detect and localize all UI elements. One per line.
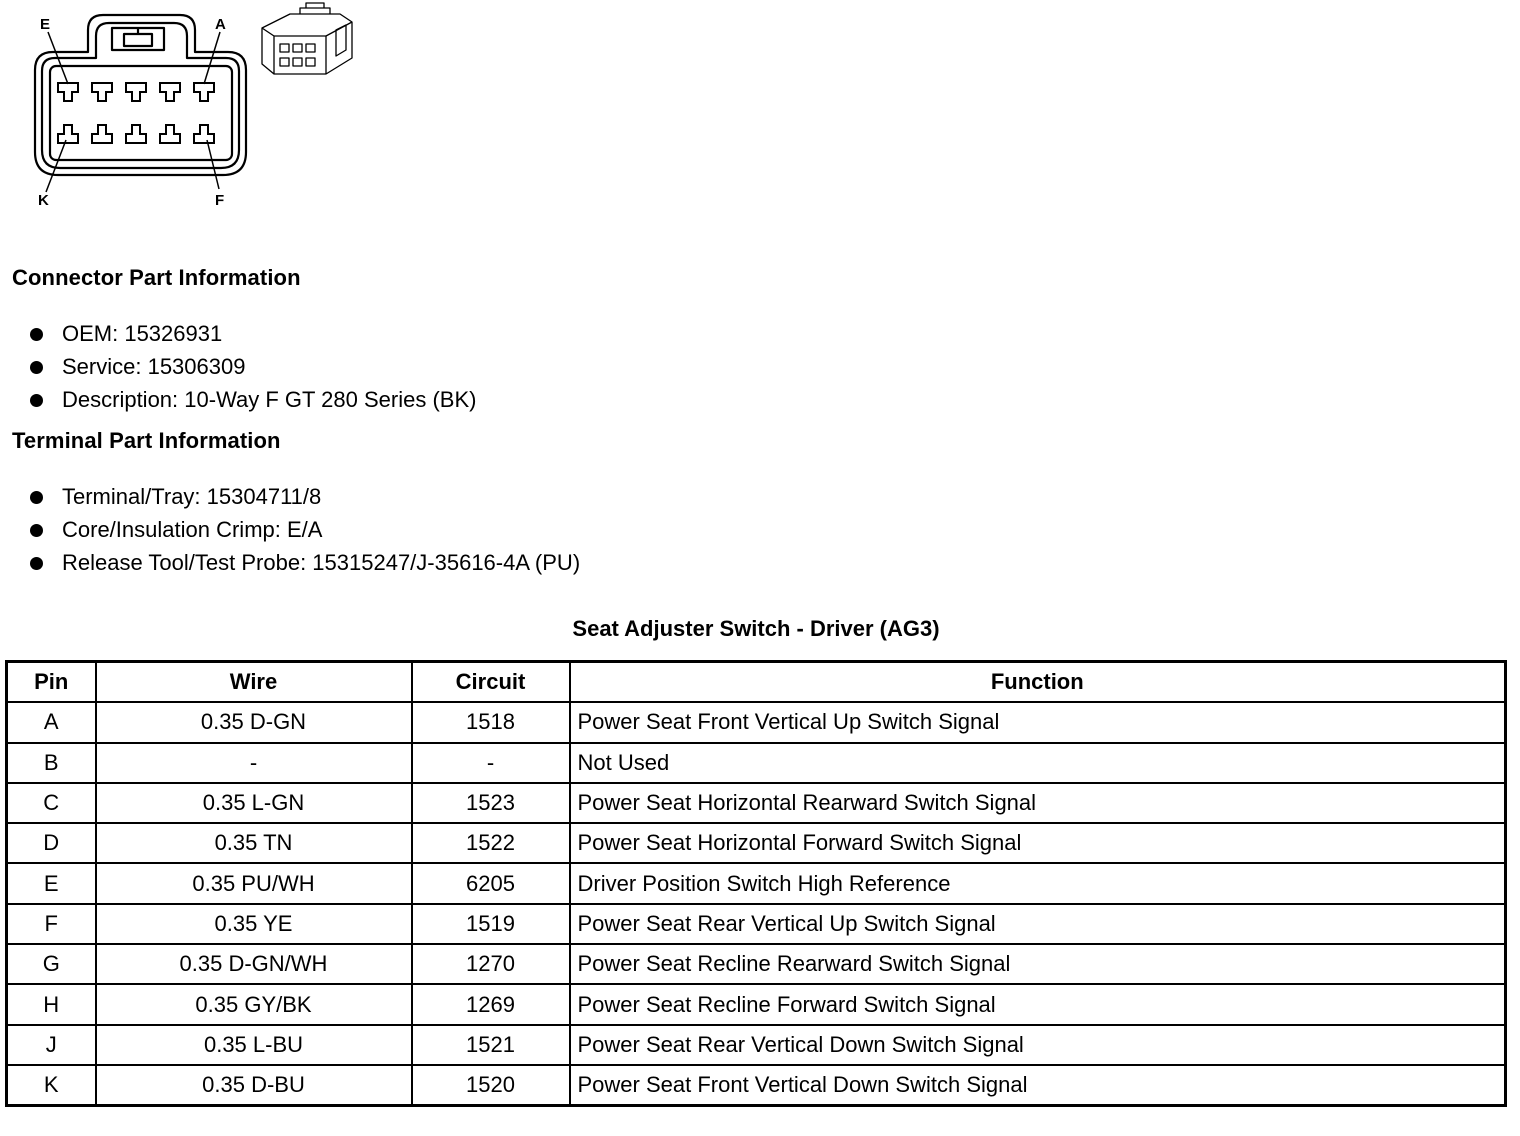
- table-row: [7, 702, 1506, 742]
- cell-pin: C: [7, 783, 96, 823]
- cell-wire: 0.35 PU/WH: [96, 863, 412, 903]
- cell-pin: J: [7, 1025, 96, 1065]
- cell-function: Power Seat Rear Vertical Up Switch Signal: [570, 904, 1506, 944]
- cell-function: Power Seat Horizontal Forward Switch Signal: [570, 823, 1506, 863]
- bullet-icon: [30, 328, 43, 341]
- cell-wire: 0.35 D-GN/WH: [96, 944, 412, 984]
- connector-part-info-title: Connector Part Information: [12, 265, 301, 290]
- release-tool: Release Tool/Test Probe: 15315247/J-35616-4A (PU): [62, 550, 581, 575]
- list-item: [30, 546, 580, 579]
- terminal-part-info-list: [30, 480, 580, 579]
- table-row: [7, 743, 1506, 783]
- cell-pin: E: [7, 863, 96, 903]
- pin-label-f: F: [215, 192, 225, 209]
- table-row: [7, 944, 1506, 984]
- cell-circuit: 1521: [412, 1025, 570, 1065]
- cell-wire: -: [96, 743, 412, 783]
- connector-diagram: [0, 0, 370, 220]
- header-pin: Pin: [7, 662, 96, 703]
- header-function: Function: [570, 662, 1506, 703]
- cell-wire: 0.35 D-GN: [96, 702, 412, 742]
- list-item: [30, 480, 580, 513]
- cell-pin: D: [7, 823, 96, 863]
- list-item: [30, 317, 476, 350]
- cell-function: Power Seat Horizontal Rearward Switch Signal: [570, 783, 1506, 823]
- connector-oem: OEM: 15326931: [62, 321, 223, 346]
- cell-wire: 0.35 D-BU: [96, 1065, 412, 1106]
- table-header-row: [7, 662, 1506, 703]
- cell-function: Power Seat Recline Forward Switch Signal: [570, 984, 1506, 1024]
- cell-circuit: 1522: [412, 823, 570, 863]
- bullet-icon: [30, 557, 43, 570]
- cell-pin: G: [7, 944, 96, 984]
- cell-pin: B: [7, 743, 96, 783]
- cell-wire: 0.35 L-GN: [96, 783, 412, 823]
- cell-circuit: -: [412, 743, 570, 783]
- cell-function: Power Seat Rear Vertical Down Switch Signal: [570, 1025, 1506, 1065]
- cell-circuit: 1269: [412, 984, 570, 1024]
- table-row: [7, 1025, 1506, 1065]
- connector-terminals-top: [58, 83, 214, 101]
- cell-circuit: 1519: [412, 904, 570, 944]
- pin-label-a: A: [215, 16, 226, 33]
- pin-table: [5, 660, 1507, 1107]
- table-row: [7, 984, 1506, 1024]
- bullet-icon: [30, 524, 43, 537]
- cell-function: Power Seat Front Vertical Up Switch Signal: [570, 702, 1506, 742]
- cell-function: Not Used: [570, 743, 1506, 783]
- pin-label-k: K: [38, 192, 49, 209]
- bullet-icon: [30, 394, 43, 407]
- bullet-icon: [30, 491, 43, 504]
- cell-wire: 0.35 TN: [96, 823, 412, 863]
- list-item: [30, 350, 476, 383]
- header-circuit: Circuit: [412, 662, 570, 703]
- cell-wire: 0.35 YE: [96, 904, 412, 944]
- bullet-icon: [30, 361, 43, 374]
- cell-pin: K: [7, 1065, 96, 1106]
- table-row: [7, 904, 1506, 944]
- connector-3d-view-icon: [262, 3, 352, 74]
- table-row: [7, 783, 1506, 823]
- header-wire: Wire: [96, 662, 412, 703]
- list-item: [30, 513, 580, 546]
- terminal-part-info-title: Terminal Part Information: [12, 428, 281, 453]
- list-item: [30, 383, 476, 416]
- cell-circuit: 1520: [412, 1065, 570, 1106]
- cell-wire: 0.35 L-BU: [96, 1025, 412, 1065]
- cell-pin: H: [7, 984, 96, 1024]
- connector-terminals-bottom: [58, 125, 214, 143]
- connector-description: Description: 10-Way F GT 280 Series (BK): [62, 387, 477, 412]
- cell-circuit: 1270: [412, 944, 570, 984]
- table-title: Seat Adjuster Switch - Driver (AG3): [572, 616, 940, 641]
- terminal-tray: Terminal/Tray: 15304711/8: [62, 484, 322, 509]
- cell-circuit: 6205: [412, 863, 570, 903]
- cell-function: Power Seat Front Vertical Down Switch Signal: [570, 1065, 1506, 1106]
- connector-service: Service: 15306309: [62, 354, 246, 379]
- cell-function: Driver Position Switch High Reference: [570, 863, 1506, 903]
- cell-circuit: 1518: [412, 702, 570, 742]
- cell-wire: 0.35 GY/BK: [96, 984, 412, 1024]
- table-row: [7, 823, 1506, 863]
- connector-part-info-list: [30, 317, 476, 416]
- table-row: [7, 1065, 1506, 1106]
- core-insulation-crimp: Core/Insulation Crimp: E/A: [62, 517, 323, 542]
- pin-label-e: E: [40, 16, 51, 33]
- cell-function: Power Seat Recline Rearward Switch Signal: [570, 944, 1506, 984]
- table-row: [7, 863, 1506, 903]
- cell-pin: F: [7, 904, 96, 944]
- cell-pin: A: [7, 702, 96, 742]
- cell-circuit: 1523: [412, 783, 570, 823]
